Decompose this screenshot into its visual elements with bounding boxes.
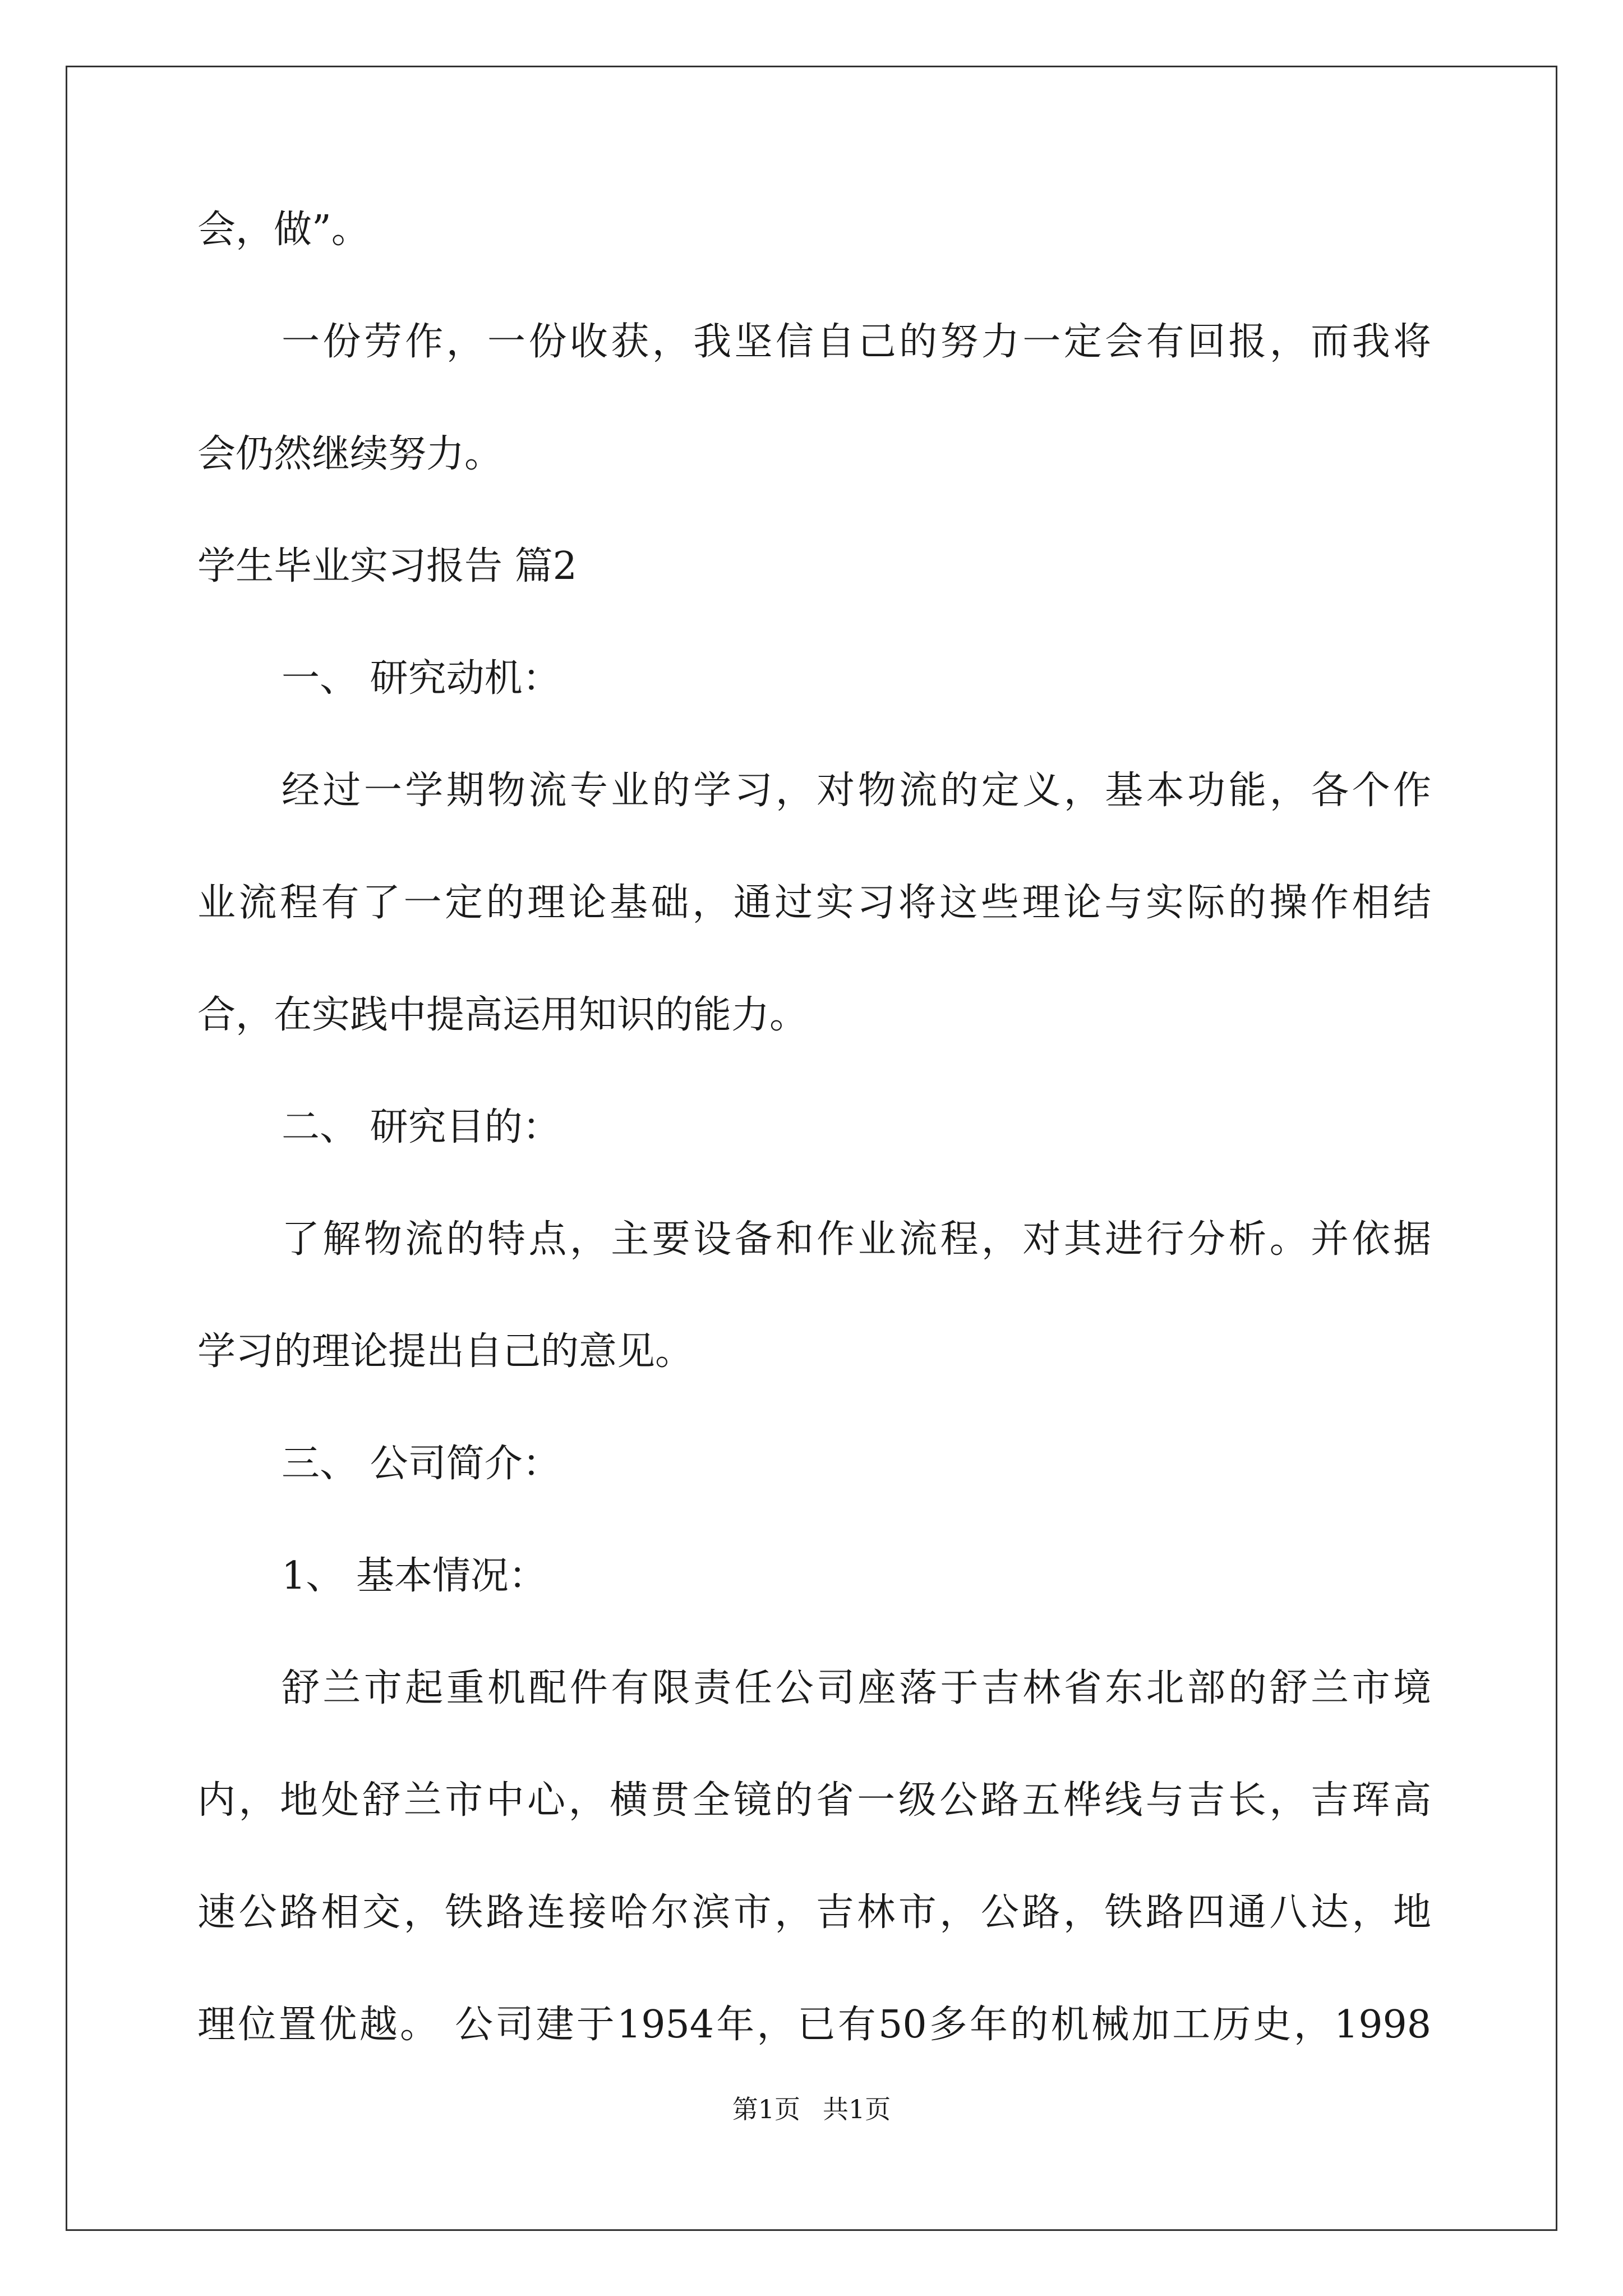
text-line: 速公路相交，铁路连接哈尔滨市，吉林市，公路，铁路四通八达，地	[197, 1890, 1431, 1935]
page-number: 第1页	[732, 2094, 800, 2124]
text-line: 业流程有了一定的理论基础，通过实习将这些理论与实际的操作相结	[197, 881, 1431, 925]
text-line: 了解物流的特点，主要设备和作业流程，对其进行分析。并依据	[282, 1217, 1431, 1262]
page-total: 共1页	[823, 2094, 891, 2124]
subsection-heading: 1、 基本情况：	[282, 1554, 547, 1598]
subsection-heading: 二、 研究目的：	[282, 1105, 561, 1149]
page-footer	[0, 2092, 1623, 2126]
text-line: 合，在实践中提高运用知识的能力。	[197, 993, 808, 1037]
text-line: 理位置优越。 公司建于1954年，已有50多年的机械加工历史，1998	[197, 2003, 1431, 2047]
subsection-heading: 一、 研究动机：	[282, 656, 561, 701]
text-line: 内，地处舒兰市中心，横贯全镜的省一级公路五桦线与吉长，吉珲高	[197, 1778, 1431, 1823]
text-line: 舒兰市起重机配件有限责任公司座落于吉林省东北部的舒兰市境	[282, 1666, 1431, 1710]
text-line: 学习的理论提出自己的意见。	[197, 1329, 694, 1374]
text-line: 会，做”。	[197, 208, 370, 252]
text-line: 一份劳作，一份收获，我坚信自己的努力一定会有回报，而我将	[282, 320, 1431, 364]
text-line: 经过一学期物流专业的学习，对物流的定义，基本功能，各个作	[282, 769, 1431, 813]
text-line: 会仍然继续努力。	[197, 432, 503, 476]
section-heading: 学生毕业实习报告 篇2	[197, 544, 577, 588]
subsection-heading: 三、 公司简介：	[282, 1442, 561, 1486]
